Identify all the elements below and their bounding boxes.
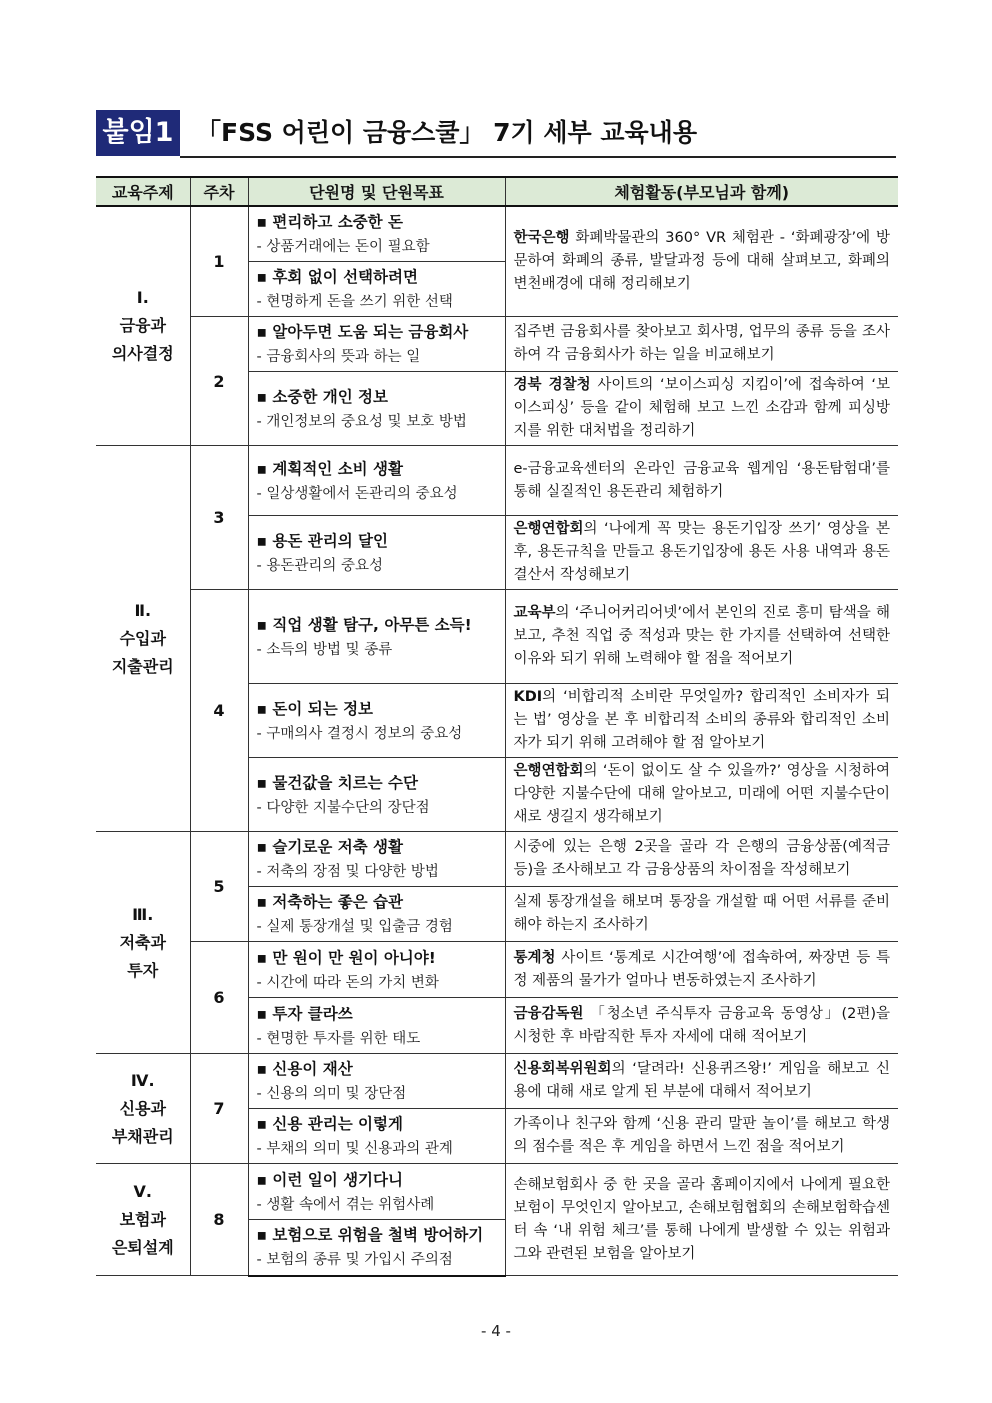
topic-number: Ⅲ. <box>132 904 154 924</box>
topic-label: 금융과 <box>119 316 166 335</box>
activity-cell <box>505 684 898 758</box>
activity-text: e-금융교육센터의 온라인 금융교육 웹게임 ‘용돈탐험대’를 통해 실질적인 용돈관리 체험하기 <box>513 460 890 500</box>
topic-label: 저축과 <box>119 932 166 952</box>
unit-goal: - 현명한 투자를 위한 태도 <box>256 1030 421 1047</box>
unit-goal: - 개인정보의 중요성 및 보호 방법 <box>256 413 467 430</box>
activity-text: 의 ‘비합리적 소비란 무엇일까? 합리적인 소비자가 되는 법’ 영상을 본 후 비합리적 소비의 종류와 합리적인 소비자가 되기 위해 고려해야 할 점 알아보기 <box>513 689 890 751</box>
unit-cell <box>248 262 505 317</box>
activity-org: KDI <box>513 689 543 705</box>
activity-org: 경북 경찰청 <box>513 377 591 393</box>
activity-cell <box>505 317 898 372</box>
unit-name: ▪ 이런 일이 생기다니 <box>256 1170 403 1189</box>
unit-name: ▪ 돈이 되는 정보 <box>256 699 374 718</box>
activity-text: 의 ‘돈이 없이도 살 수 있을까?’ 영상을 시청하여 다양한 지불수단에 대해 알아보고, 미래에 어떤 지불수단이 새로 생길지 생각해보기 <box>513 763 890 825</box>
unit-goal: - 생활 속에서 겪는 위험사례 <box>256 1196 435 1213</box>
activity-text: 실제 통장개설을 해보며 통장을 개설할 때 어떤 서류를 준비해야 하는지 조사하기 <box>513 894 890 933</box>
table-row <box>96 832 898 887</box>
unit-goal: - 실제 통장개설 및 입출금 경험 <box>256 919 453 935</box>
unit-cell <box>248 317 505 372</box>
unit-goal: - 부채의 의미 및 신용과의 관계 <box>256 1141 453 1157</box>
unit-goal: - 금융회사의 뜻과 하는 일 <box>256 349 421 365</box>
unit-cell <box>248 1054 505 1109</box>
unit-name: ▪ 직업 생활 탐구, 아무튼 소득! <box>256 615 472 634</box>
unit-name: ▪ 편리하고 소중한 돈 <box>256 213 403 231</box>
week-cell: 4 <box>190 590 248 832</box>
unit-cell <box>248 1164 505 1220</box>
unit-name: ▪ 슬기로운 저축 생활 <box>256 838 403 856</box>
unit-name: ▪ 소중한 개인 정보 <box>256 387 389 406</box>
unit-name: ▪ 계획적인 소비 생활 <box>256 459 403 478</box>
activity-cell <box>505 1164 898 1276</box>
activity-text: 의 ‘달려라! 신용퀴즈왕!’ 게임을 해보고 신용에 대해 새로 알게 된 부분에 대해서 적어보기 <box>513 1061 890 1100</box>
activity-text: 「청소년 주식투자 금융교육 동영상」(2편)을 시청한 후 바람직한 투자 자세에 대해 적어보기 <box>513 1005 890 1045</box>
topic-label: 부채관리 <box>111 1126 174 1146</box>
curriculum-table <box>96 176 898 1277</box>
unit-goal: - 소득의 방법 및 종류 <box>256 641 393 658</box>
page-number: - 4 - <box>481 1322 511 1340</box>
unit-cell <box>248 887 505 942</box>
activity-text: 시중에 있는 은행 2곳을 골라 각 은행의 금융상품(예적금 등)을 조사해보고 각 금융상품의 차이점을 작성해보기 <box>513 839 890 878</box>
topic-cell <box>96 1164 190 1276</box>
column-header: 체험활동(부모님과 함께) <box>505 177 898 206</box>
activity-text: 집주변 금융회사를 찾아보고 회사명, 업무의 종류 등을 조사하여 각 금융회사가 하는 일을 비교해보기 <box>513 324 890 363</box>
document-header <box>96 110 896 158</box>
topic-label: 수입과 <box>119 628 166 648</box>
topic-label: 신용과 <box>119 1098 166 1118</box>
topic-label: 보험과 <box>119 1209 166 1229</box>
activity-cell <box>505 590 898 684</box>
unit-cell <box>248 372 505 446</box>
topic-number: Ⅰ. <box>136 288 149 307</box>
unit-goal: - 일상생활에서 돈관리의 중요성 <box>256 485 458 502</box>
page-title: 「FSS 어린이 금융스쿨」 7기 세부 교육내용 <box>196 118 697 147</box>
unit-cell <box>248 942 505 998</box>
unit-goal: - 신용의 의미 및 장단점 <box>256 1086 407 1102</box>
unit-cell <box>248 446 505 516</box>
activity-cell <box>505 887 898 942</box>
activity-org: 금융감독원 <box>513 1005 584 1022</box>
activity-org: 신용회복위원회 <box>513 1061 612 1077</box>
unit-name: ▪ 용돈 관리의 달인 <box>256 531 389 550</box>
topic-number: Ⅴ. <box>133 1181 152 1201</box>
unit-name: ▪ 알아두면 도움 되는 금융회사 <box>256 323 469 341</box>
unit-cell <box>248 1220 505 1276</box>
activity-text: 사이트 ‘통계로 시간여행’에 접속하여, 짜장면 등 특정 제품의 물가가 얼마나 변동하였는지 조사하기 <box>513 949 890 989</box>
unit-goal: - 시간에 따라 돈의 가치 변화 <box>256 974 439 991</box>
column-header: 단원명 및 단원목표 <box>248 177 505 206</box>
topic-number: Ⅳ. <box>130 1070 155 1090</box>
topic-number: Ⅱ. <box>134 600 152 620</box>
unit-name: ▪ 신용 관리는 이렇게 <box>256 1115 403 1133</box>
activity-text: 의 ‘나에게 꼭 맞는 용돈기입장 쓰기’ 영상을 본 후, 용돈규칙을 만들고 용돈기입장에 용돈 사용 내역과 용돈 결산서 작성해보기 <box>513 521 890 583</box>
unit-cell <box>248 758 505 832</box>
activity-cell <box>505 206 898 317</box>
unit-name: ▪ 신용이 재산 <box>256 1060 353 1078</box>
unit-name: ▪ 후회 없이 선택하려면 <box>256 268 418 286</box>
activity-org: 한국은행 <box>513 230 570 246</box>
unit-name: ▪ 물건값을 치르는 수단 <box>256 773 418 792</box>
unit-goal: - 용돈관리의 중요성 <box>256 557 384 574</box>
unit-name: ▪ 투자 클라쓰 <box>256 1004 353 1023</box>
unit-name: ▪ 보험으로 위험을 철벽 방어하기 <box>256 1226 484 1245</box>
unit-goal: - 구매의사 결정시 정보의 중요성 <box>256 725 463 742</box>
table-row <box>96 1164 898 1220</box>
activity-org: 교육부 <box>513 605 556 621</box>
activity-cell <box>505 446 898 516</box>
activity-org: 은행연합회 <box>513 521 584 537</box>
week-cell: 3 <box>190 446 248 590</box>
unit-cell <box>248 832 505 887</box>
topic-cell <box>96 1054 190 1164</box>
activity-cell <box>505 942 898 998</box>
unit-cell <box>248 998 505 1054</box>
topic-label: 은퇴설계 <box>111 1237 174 1257</box>
week-cell: 7 <box>190 1054 248 1164</box>
activity-cell <box>505 1054 898 1109</box>
table-row <box>96 206 898 262</box>
topic-label: 지출관리 <box>111 656 174 676</box>
unit-name: ▪ 만 원이 만 원이 아니야! <box>256 948 436 967</box>
activity-text: 의 ‘주니어커리어넷’에서 본인의 진로 흥미 탐색을 해보고, 추천 직업 중 적성과 맞는 한 가지를 선택하여 선택한 이유와 되기 위해 노력해야 할 점을 적어보기 <box>513 605 890 667</box>
week-cell: 5 <box>190 832 248 942</box>
week-cell: 8 <box>190 1164 248 1276</box>
unit-goal: - 현명하게 돈을 쓰기 위한 선택 <box>256 294 453 310</box>
activity-text: 가족이나 친구와 함께 ‘신용 관리 말판 놀이’를 해보고 학생의 점수를 적은 후 게임을 하면서 느낀 점을 적어보기 <box>513 1116 890 1155</box>
week-cell: 2 <box>190 317 248 446</box>
week-cell: 1 <box>190 206 248 317</box>
unit-name: ▪ 저축하는 좋은 습관 <box>256 893 403 911</box>
activity-text: 사이트의 ‘보이스피싱 지킴이’에 접속하여 ‘보이스피싱’ 등을 같이 체험해 보고 느낀 소감과 함께 피싱방지를 위한 대처법을 정리하기 <box>513 377 890 439</box>
topic-cell <box>96 206 190 446</box>
topic-cell <box>96 446 190 832</box>
table-header-row <box>96 177 898 206</box>
unit-cell <box>248 684 505 758</box>
topic-label: 의사결정 <box>111 344 174 363</box>
topic-label: 투자 <box>127 960 159 980</box>
table-row <box>96 1054 898 1109</box>
unit-cell <box>248 206 505 262</box>
activity-cell <box>505 758 898 832</box>
table-row <box>96 446 898 516</box>
unit-goal: - 저축의 장점 및 다양한 방법 <box>256 864 439 880</box>
activity-cell <box>505 516 898 590</box>
week-cell: 6 <box>190 942 248 1054</box>
unit-cell <box>248 1109 505 1164</box>
attachment-badge: 붙임1 <box>96 110 180 156</box>
unit-cell <box>248 516 505 590</box>
activity-cell <box>505 998 898 1054</box>
title-underline <box>180 156 896 158</box>
column-header: 교육주제 <box>96 177 190 206</box>
unit-goal: - 다양한 지불수단의 장단점 <box>256 799 430 816</box>
unit-goal: - 보험의 종류 및 가입시 주의점 <box>256 1252 453 1269</box>
topic-cell <box>96 832 190 1054</box>
activity-org: 통계청 <box>513 949 556 966</box>
activity-cell <box>505 832 898 887</box>
table-row <box>96 590 898 684</box>
activity-cell <box>505 1109 898 1164</box>
activity-text: 손해보험회사 중 한 곳을 골라 홈페이지에서 나에게 필요한 보험이 무엇인지 알아보고, 손해보험협회의 손해보험학습센터 속 ‘내 위험 체크’를 통해 나에게 발생할 수 있는 위험과 그와 관련된 보험을 알아보기 <box>513 1176 890 1262</box>
activity-org: 은행연합회 <box>513 763 584 779</box>
activity-cell <box>505 372 898 446</box>
unit-goal: - 상품거래에는 돈이 필요함 <box>256 239 430 255</box>
table-row <box>96 942 898 998</box>
activity-text: 화폐박물관의 360° VR 체험관 - ‘화폐광장’에 방문하여 화폐의 종류, 발달과정 등에 대해 살펴보고, 화폐의 변천배경에 대해 정리해보기 <box>513 230 890 292</box>
unit-cell <box>248 590 505 684</box>
table-row <box>96 317 898 372</box>
column-header: 주차 <box>190 177 248 206</box>
